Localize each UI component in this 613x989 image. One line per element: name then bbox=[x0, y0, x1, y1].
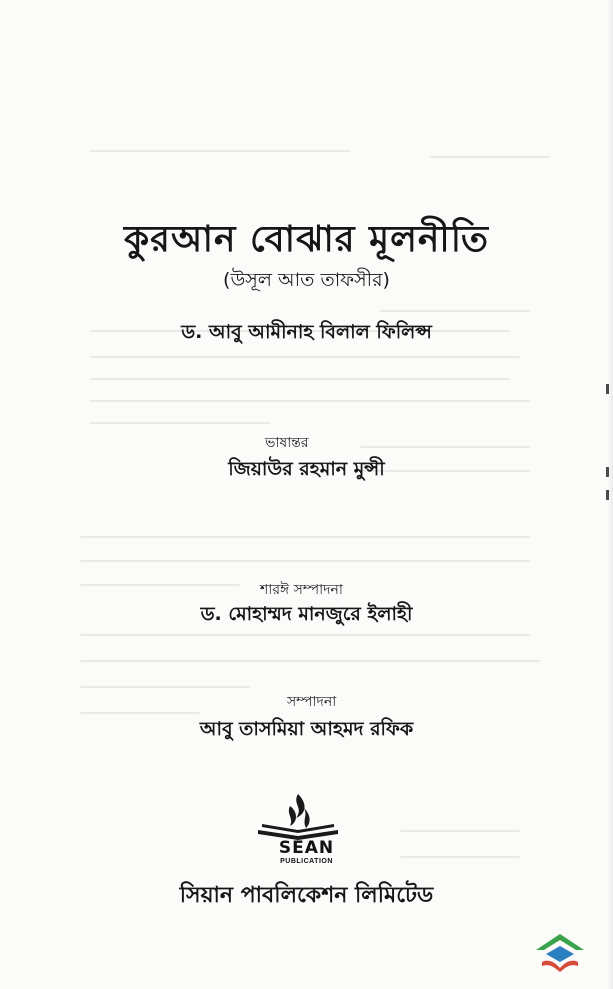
translator-label: ভাষান্তর bbox=[265, 435, 309, 451]
publisher-logo-subtext: PUBLICATION bbox=[280, 858, 333, 865]
binding-mark bbox=[606, 490, 609, 500]
binding-mark bbox=[606, 384, 609, 394]
author-name: ড. আবু আমীনাহ বিলাল ফিলিপ্স bbox=[181, 321, 432, 343]
editor-label: সম্পাদনা bbox=[287, 694, 337, 710]
book-subtitle: (উসূল আত তাফসীর) bbox=[223, 269, 390, 291]
book-title: কুরআন বোঝার মূলনীতি bbox=[123, 219, 489, 260]
corner-logo-icon bbox=[532, 930, 588, 974]
publisher-logo-wordmark: SEAN bbox=[278, 838, 335, 858]
editor-name: আবু তাসমিয়া আহমদ রফিক bbox=[199, 718, 414, 740]
sharia-editor-name: ড. মোহাম্মদ মানজুরে ইলাহী bbox=[200, 603, 413, 625]
publisher-name: সিয়ান পাবলিকেশন লিমিটেড bbox=[179, 883, 434, 908]
book-flame-icon bbox=[248, 790, 348, 880]
sharia-editor-label: শারঈ সম্পাদনা bbox=[260, 582, 343, 598]
translator-name: জিয়াউর রহমান মুন্সী bbox=[228, 458, 385, 480]
